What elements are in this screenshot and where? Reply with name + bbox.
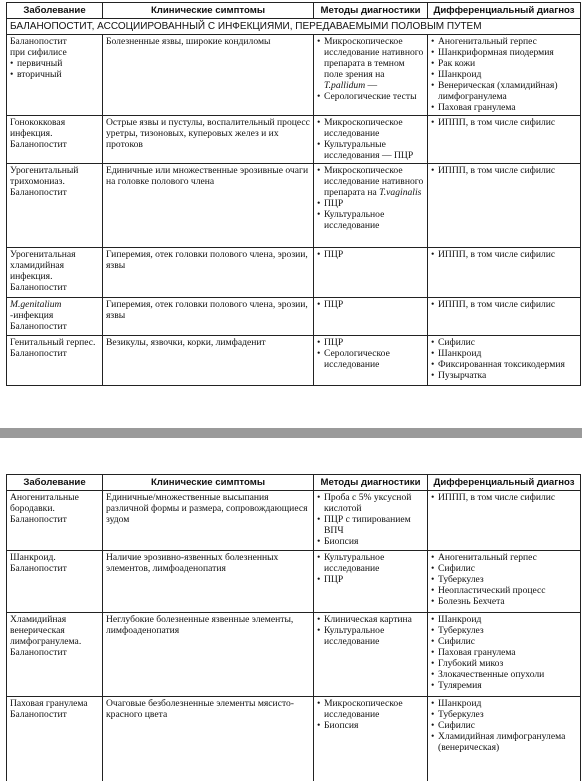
list-item: • Культуральное исследование xyxy=(317,625,424,647)
list-item: • ПЦР xyxy=(317,337,424,348)
table-row xyxy=(7,551,581,613)
header-methods: Методы диагностики xyxy=(314,3,428,19)
symptoms-cell: Острые язвы и пустулы, воспалительный процесс уретры, тизоновых, куперовых желез и их протоков xyxy=(103,116,314,164)
list-item: • ПЦР xyxy=(317,198,424,209)
methods-cell xyxy=(314,164,428,248)
organism-name: T.vaginalis xyxy=(379,187,422,198)
disease-line: Баланопостит xyxy=(10,36,67,47)
header-differential: Дифференциальный диагноз xyxy=(428,475,581,491)
differential-cell xyxy=(428,697,581,781)
list-item: • Аногенитальный герпес xyxy=(431,36,577,47)
diagnosis-table-top xyxy=(6,2,581,386)
methods-cell xyxy=(314,248,428,298)
disease-cell: Генитальный герпес. Баланопостит xyxy=(7,336,103,386)
table-row xyxy=(7,164,581,248)
disease-line: при сифилисе xyxy=(10,47,67,58)
disease-subtypes xyxy=(10,58,99,80)
list-item: • Пузырчатка xyxy=(431,370,577,381)
list-item: • Культуральное исследование xyxy=(317,552,424,574)
list-item: • Туляремия xyxy=(431,680,577,691)
symptoms-cell: Единичные или множественные эрозивные очаги на головке полового члена xyxy=(103,164,314,248)
list-item: • Биопсия xyxy=(317,720,424,731)
list-item: • Шанкроид xyxy=(431,698,577,709)
list-item: • Туберкулез xyxy=(431,625,577,636)
list-item: • Микроскопическое исследование нативного препарата в темном поле зрения на T.pallidum — xyxy=(317,36,424,91)
list-item: • Неопластический процесс xyxy=(431,585,577,596)
table-row xyxy=(7,613,581,697)
list-item: • Глубокий микоз xyxy=(431,658,577,669)
list-item: • первичный xyxy=(10,58,99,69)
list-item: • Серологическое исследование xyxy=(317,348,424,370)
differential-cell xyxy=(428,491,581,551)
symptoms-cell: Единичные/множественные высыпания различной формы и размера, сопровождающиеся зудом xyxy=(103,491,314,551)
methods-cell xyxy=(314,35,428,116)
methods-cell xyxy=(314,491,428,551)
table-row xyxy=(7,697,581,781)
disease-cell: Шанкроид. Баланопостит xyxy=(7,551,103,613)
list-item: • Серологические тесты xyxy=(317,91,424,102)
table-header-row xyxy=(7,3,581,19)
list-item: • Туберкулез xyxy=(431,709,577,720)
organism-name: T.pallidum xyxy=(324,80,366,91)
list-item: • Сифилис xyxy=(431,720,577,731)
list-item: • Шанкриформная пиодермия xyxy=(431,47,577,58)
differential-cell xyxy=(428,35,581,116)
list-item: • Хламидийная лимфогранулема (венерическая) xyxy=(431,731,577,753)
list-item: • Культуральное исследование xyxy=(317,209,424,231)
methods-cell xyxy=(314,298,428,336)
list-item: • Клиническая картина xyxy=(317,614,424,625)
differential-cell xyxy=(428,164,581,248)
header-symptoms: Клинические симптомы xyxy=(103,3,314,19)
section-row xyxy=(7,19,581,35)
disease-cell: Урогенитальный трихомониаз. Баланопостит xyxy=(7,164,103,248)
symptoms-cell: Гиперемия, отек головки полового члена, эрозии, язвы xyxy=(103,298,314,336)
table-row xyxy=(7,248,581,298)
table-row xyxy=(7,336,581,386)
methods-cell xyxy=(314,336,428,386)
list-item: • Фиксированная токсикодермия xyxy=(431,359,577,370)
list-item: • ИППП, в том числе сифилис xyxy=(431,299,577,310)
differential-cell xyxy=(428,248,581,298)
list-item: • ИППП, в том числе сифилис xyxy=(431,249,577,260)
differential-cell xyxy=(428,116,581,164)
table-row xyxy=(7,116,581,164)
list-item: • ПЦР xyxy=(317,574,424,585)
table-row xyxy=(7,491,581,551)
differential-cell xyxy=(428,551,581,613)
methods-cell xyxy=(314,551,428,613)
list-item: • Паховая гранулема xyxy=(431,102,577,113)
list-item: • ПЦР xyxy=(317,299,424,310)
list-item: • Паховая гранулема xyxy=(431,647,577,658)
header-methods: Методы диагностики xyxy=(314,475,428,491)
list-item: • Микроскопическое исследование xyxy=(317,117,424,139)
differential-cell xyxy=(428,298,581,336)
disease-cell: Гонококковая инфекция. Баланопостит xyxy=(7,116,103,164)
disease-cell: Паховая гранулема Баланопостит xyxy=(7,697,103,781)
list-item: • Микроскопическое исследование xyxy=(317,698,424,720)
header-symptoms: Клинические симптомы xyxy=(103,475,314,491)
list-item: • Рак кожи xyxy=(431,58,577,69)
list-item: • Сифилис xyxy=(431,636,577,647)
disease-cell: Урогенитальная хламидийная инфекция. Баланопостит xyxy=(7,248,103,298)
list-item: • Сифилис xyxy=(431,337,577,348)
list-item: • Болезнь Бехчета xyxy=(431,596,577,607)
symptoms-cell: Болезненные язвы, широкие кондиломы xyxy=(103,35,314,116)
symptoms-cell: Очаговые безболезненные элементы мясисто-красного цвета xyxy=(103,697,314,781)
list-item: • Венерическая (хламидийная) лимфогранулема xyxy=(431,80,577,102)
list-item: • Культуральные исследования — ПЦР xyxy=(317,139,424,161)
disease-cell: M.genitalium -инфекция Баланопостит xyxy=(7,298,103,336)
header-disease: Заболевание xyxy=(7,3,103,19)
list-item: • Шанкроид xyxy=(431,69,577,80)
disease-cell: Аногенитальные бородавки. Баланопостит xyxy=(7,491,103,551)
disease-cell xyxy=(7,35,103,116)
list-item: • ПЦР с типированием ВПЧ xyxy=(317,514,424,536)
page-bottom xyxy=(0,472,582,781)
table-header-row xyxy=(7,475,581,491)
differential-cell xyxy=(428,613,581,697)
section-title: БАЛАНОПОСТИТ, АССОЦИИРОВАННЫЙ С ИНФЕКЦИЯМИ, ПЕРЕДАВАЕМЫМИ ПОЛОВЫМ ПУТЕМ xyxy=(7,19,581,35)
symptoms-cell: Гиперемия, отек головки полового члена, эрозии, язвы xyxy=(103,248,314,298)
list-item: • Злокачественные опухоли xyxy=(431,669,577,680)
differential-cell xyxy=(428,336,581,386)
table-row xyxy=(7,298,581,336)
symptoms-cell: Неглубокие болезненные язвенные элементы, лимфоаденопатия xyxy=(103,613,314,697)
methods-cell xyxy=(314,697,428,781)
disease-cell: Хламидийная венерическая лимфогранулема. Баланопостит xyxy=(7,613,103,697)
symptoms-cell: Наличие эрозивно-язвенных болезненных элементов, лимфоаденопатия xyxy=(103,551,314,613)
table-row xyxy=(7,35,581,116)
methods-cell xyxy=(314,116,428,164)
list-item: • Шанкроид xyxy=(431,614,577,625)
methods-cell xyxy=(314,613,428,697)
list-item: • ИППП, в том числе сифилис xyxy=(431,492,577,503)
list-item: • Сифилис xyxy=(431,563,577,574)
list-item: • Микроскопическое исследование нативного препарата на T.vaginalis xyxy=(317,165,424,198)
page-divider xyxy=(0,428,582,438)
symptoms-cell: Везикулы, язвочки, корки, лимфаденит xyxy=(103,336,314,386)
list-item: • Шанкроид xyxy=(431,348,577,359)
header-disease: Заболевание xyxy=(7,475,103,491)
diagnosis-table-bottom xyxy=(6,474,581,781)
list-item: • Туберкулез xyxy=(431,574,577,585)
list-item: • ИППП, в том числе сифилис xyxy=(431,117,577,128)
list-item: • ПЦР xyxy=(317,249,424,260)
list-item: • вторичный xyxy=(10,69,99,80)
list-item: • Аногенитальный герпес xyxy=(431,552,577,563)
list-item: • Биопсия xyxy=(317,536,424,547)
header-differential: Дифференциальный диагноз xyxy=(428,3,581,19)
list-item: • ИППП, в том числе сифилис xyxy=(431,165,577,176)
organism-name: M.genitalium xyxy=(10,299,62,310)
list-item: • Проба с 5% уксусной кислотой xyxy=(317,492,424,514)
